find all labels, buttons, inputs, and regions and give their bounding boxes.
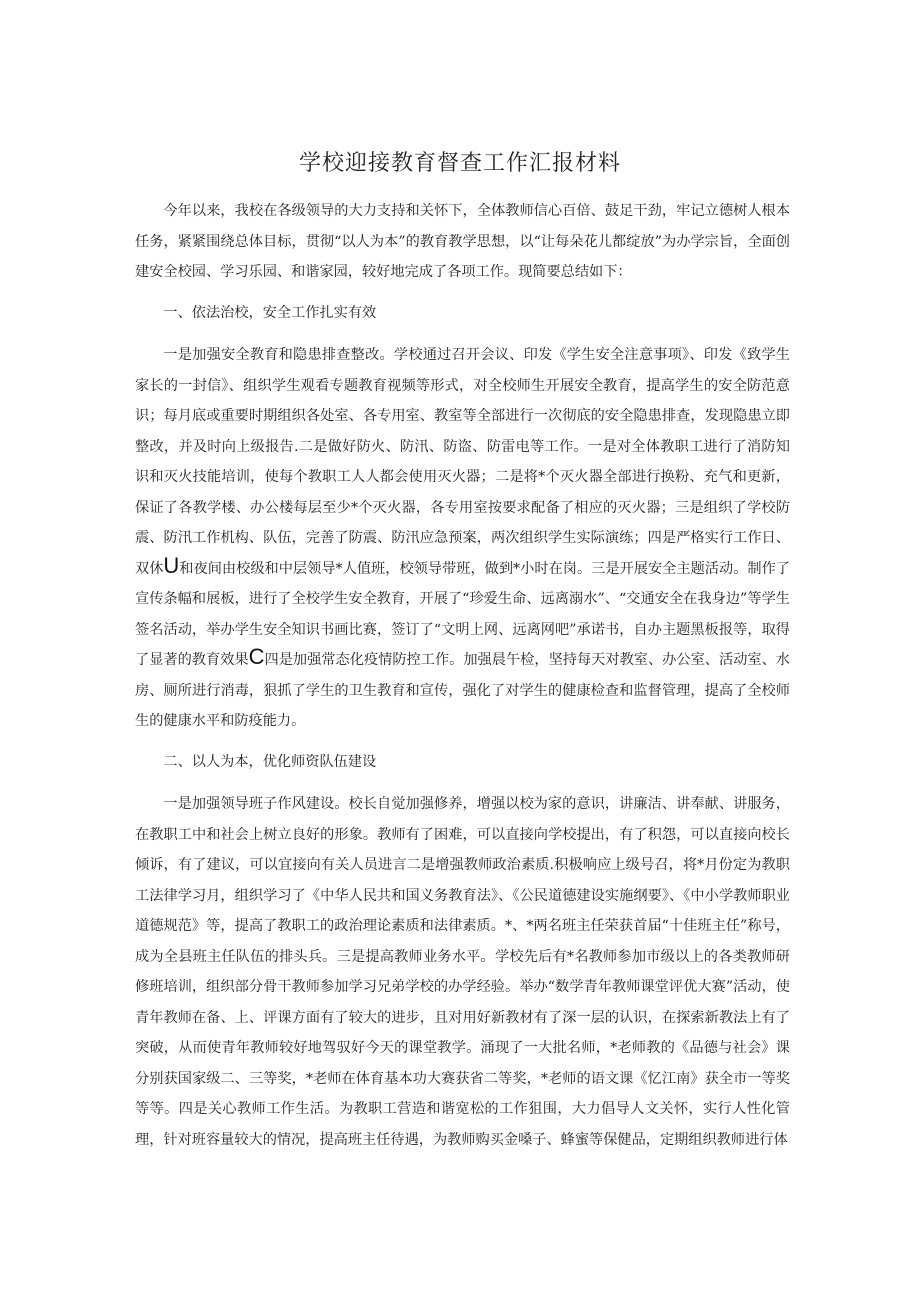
section-1-text-c: 四是加强常态化疫情防控工作。加强晨午检，坚持每天对教室、办公室、活动室、水房、厕所进行消毒，狠抓了学生的卫生教育和宣传，强化了对学生的健康检查和监督管理，提高了全校师生的健康水平和防疫能力。 xyxy=(135,652,790,729)
section-1-paragraph xyxy=(135,340,790,737)
section-1-glyph-c: C xyxy=(248,644,265,669)
section-1-glyph-u: U xyxy=(163,552,180,578)
section-2-paragraph: 一是加强领导班子作风建设。校长自觉加强修养，增强以校为家的意识，讲廉洁、讲奉献、讲服务，在教职工中和社会上树立良好的形象。教师有了困难，可以直接向学校提出，有了积怨，可以直接向校长倾诉，有了建议，可以宜接向有关人员进言二是增强教师政治素质.积极响应上级号召，将*月份定为教职工法律学习月，组织学习了《中华人民共和国义务教育法》、《公民道德建设实施纲要》、《中小学教师职业道德规范》等，提高了教职工的政治理论素质和法律素质。*、*两名班主任荣获首届“十佳班主任”称号，成为全县班主任队伍的排头兵。三是提高教师业务水平。学校先后有*名教师参加市级以上的各类教师研修班培训，组织部分骨干教师参加学习兄弟学校的办学经验。举办“数学青年教师课堂评优大赛”活动，使青年教师在备、上、评课方面有了较大的进步，且对用好新教材有了深一层的认识，在探索新教法上有了突破，从而使青年教师较好地驾驭好今天的课堂教学。涌现了一大批名师，*老师教的《品德与社会》课分别获国家级二、三等奖，*老师在体育基本功大赛获省二等奖，*老师的语文课《忆江南》获全市一等奖等等。四是关心教师工作生活。为教职工营造和谐宽松的工作狙围，大力倡导人文关怀，实行人性化管理，针对班容量较大的情况，提高班主任待遇，为教师购买金嗓子、蜂蜜等保健品，定期组织教师进行体 xyxy=(135,796,790,1148)
section-1-text-a: 一是加强安全教育和隐患排查整改。学校通过召开会议、印发《学生安全注意事项》、印发《致学生家长的一封信》、组织学生观看专题教育视频等形式，对全校师生开展安全教育，提高学生的安全防范意识；每月底或重要时期组织各处室、各专用室、教室等全部进行一次彻底的安全隐患排查，发现隐患立即整改，并及时向上级报告.二是做好防火、防汛、防盗、防雷电等工作。一是对全体教职工进行了消防知识和灭火技能培训，使每个教职工人人都会使用灭火器；二是将*个灭火器全部进行换粉、充气和更新，保证了各教学楼、办公楼每层至少*个灭火器，各专用室按要求配备了相应的灭火器；三是组织了学校防震、防汛工作机构、队伍，完善了防震、防汛应急预案，两次组织学生实际演练；四是严格实行工作日、双休 xyxy=(135,347,790,577)
document-title: 学校迎接教育督查工作汇报材料 xyxy=(298,151,621,176)
section-heading-2: 二、以人为本，优化师资队伍建设 xyxy=(163,753,377,770)
section-heading-1: 一、依法治校，安全工作扎实有效 xyxy=(163,304,377,321)
document-body xyxy=(135,196,790,1165)
section-1-text-b: 和夜间由校级和中层领导*人值班，校领导带班，做到*小时在岗。三是开展安全主题活动。制作了宣传条幅和展板，进行了全校学生安全教育，开展了“珍爱生命、远离溺水”、“交通安全在我身边”等学生签名活动，举办学生安全知识书画比赛，签订了“文明上网、远离网吧”承诺书，自办主题黑板报等，取得了显著的教育效果 xyxy=(135,560,790,668)
intro-paragraph: 今年以来，我校在各级领导的大力支持和关怀下，全体教师信心百倍、鼓足干劲，牢记立德树人根本任务，紧紧围绕总体目标，贯彻“以人为本”的教育教学思想，以“让每朵花儿都绽放”为办学宗旨，全面创建安全校园、学习乐园、和谐家园，较好地完成了各项工作。现简要总结如下： xyxy=(135,203,790,280)
